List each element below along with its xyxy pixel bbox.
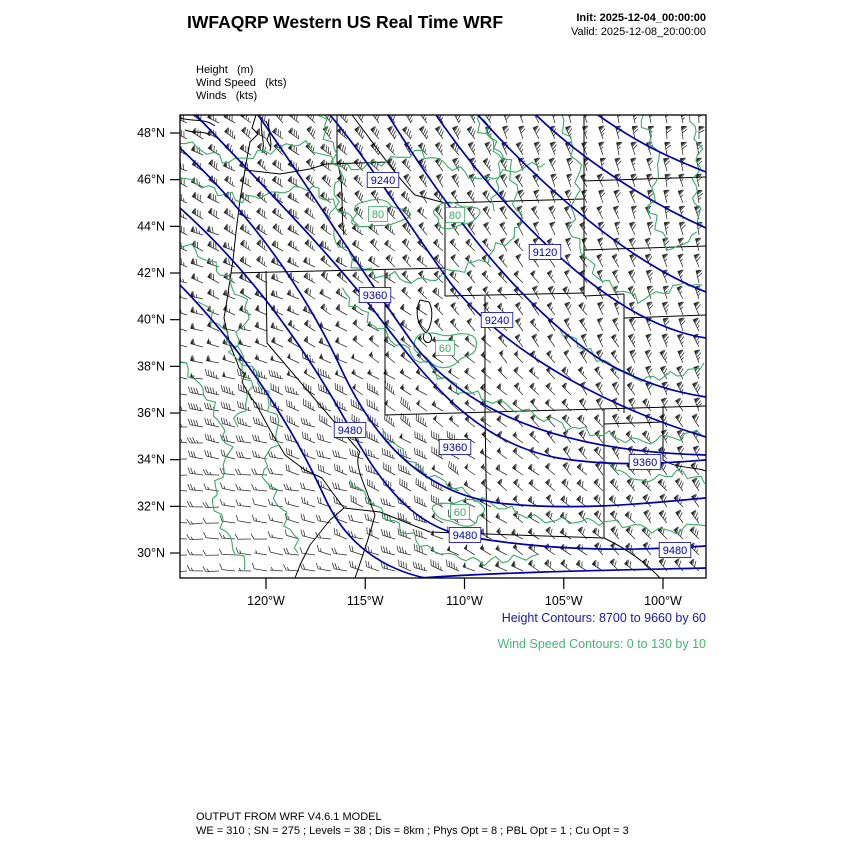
contour-label-value: 80 <box>448 209 462 222</box>
lat-tick-label: 34°N <box>137 452 165 467</box>
footer-model-line: OUTPUT FROM WRF V4.6.1 MODEL <box>196 811 382 823</box>
page-title: IWFAQRP Western US Real Time WRF <box>186 12 504 32</box>
contour-label-value: 60 <box>438 342 452 355</box>
lat-tick-label: 46°N <box>137 172 165 187</box>
contour-label-value: 9360 <box>632 456 658 469</box>
lon-tick-label: 120°W <box>247 594 285 608</box>
map-border-path <box>385 406 706 415</box>
lon-tick-label: 110°W <box>446 594 483 608</box>
legend-height-line: Height (m) <box>196 64 254 76</box>
footer-params-line: WE = 310 ; SN = 275 ; Levels = 38 ; Dis = 8km ; Phys Opt = 8 ; PBL Opt = 1 ; Cu Opt = 3 <box>196 825 629 837</box>
legend-winds-line: Winds (kts) <box>196 90 258 102</box>
map-border-path <box>445 293 584 296</box>
contour-label-value: 9240 <box>370 174 396 187</box>
wind-speed-contour <box>180 178 359 225</box>
contour-label-value: 60 <box>453 506 467 519</box>
height-contour <box>420 568 706 578</box>
map-border-path <box>584 246 706 250</box>
legend-wind-speed-line: Wind Speed (kts) <box>196 77 287 89</box>
contour-label-value: 9480 <box>452 529 478 542</box>
height-contour <box>598 115 706 172</box>
map-border-path <box>583 177 706 181</box>
lat-tick-label: 32°N <box>137 499 165 514</box>
lat-tick-label: 40°N <box>137 312 165 327</box>
lat-tick-label: 44°N <box>137 219 165 234</box>
contour-label-value: 80 <box>371 208 385 221</box>
init-time-label: Init: 2025-12-04_00:00:00 <box>576 12 706 24</box>
contour-labels-layer <box>334 173 691 558</box>
lon-tick-label: 100°W <box>644 594 682 608</box>
height-contours-caption: Height Contours: 8700 to 9660 by 60 <box>501 611 706 625</box>
lat-tick-label: 30°N <box>137 546 165 561</box>
lon-tick-label: 115°W <box>346 594 384 608</box>
contour-label-value: 9360 <box>442 441 468 454</box>
lon-tick-label: 105°W <box>544 594 583 608</box>
wind-speed-contour <box>179 241 253 427</box>
lat-tick-label: 42°N <box>137 266 165 281</box>
wind-speed-contour <box>382 428 706 534</box>
contour-label-value: 9360 <box>362 289 388 302</box>
map-border-path <box>352 115 445 203</box>
wind-speed-contours-caption: Wind Speed Contours: 0 to 130 by 10 <box>497 637 706 651</box>
valid-time-label: Valid: 2025-12-08_20:00:00 <box>571 26 706 38</box>
contour-label-value: 9480 <box>662 544 688 557</box>
height-contour <box>258 115 706 455</box>
contour-label-value: 9120 <box>532 246 558 259</box>
contour-label-value: 9240 <box>484 314 510 327</box>
map-border-path <box>231 268 445 273</box>
map-border-path <box>624 315 706 318</box>
lat-tick-label: 48°N <box>137 126 165 140</box>
lat-tick-label: 38°N <box>137 359 165 374</box>
wind-speed-contour <box>198 302 299 553</box>
lat-tick-label: 36°N <box>137 406 165 421</box>
contour-label-value: 9480 <box>337 424 363 437</box>
